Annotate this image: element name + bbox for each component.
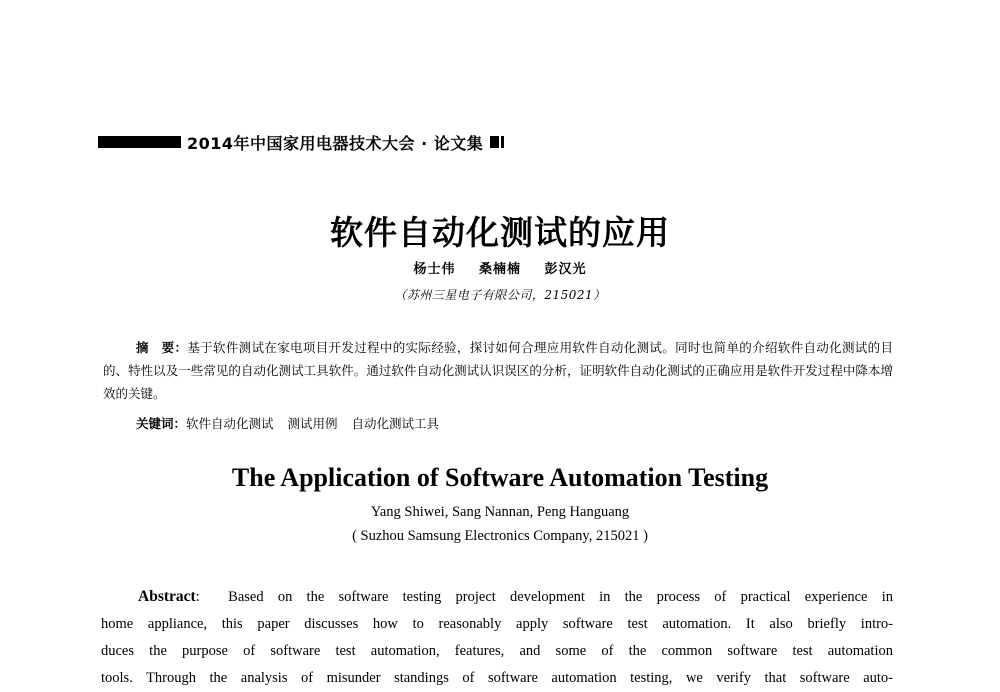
keywords-label: 关键词： xyxy=(136,416,187,431)
proceedings-header xyxy=(98,131,504,153)
abstract-line: duces the purpose of software test automation, features, and some of the common software test automation xyxy=(101,643,893,659)
header-end-block xyxy=(490,136,499,148)
paper-title-chinese: 软件自动化测试的应用 xyxy=(330,213,670,252)
keyword: 测试用例 xyxy=(287,416,338,431)
keyword: 软件自动化测试 xyxy=(186,416,274,431)
header-end-block-thin xyxy=(501,136,504,148)
abstract-text: Based on the software testing project development in the process of practical experience in xyxy=(228,589,893,605)
author-list-english: Yang Shiwei, Sang Nannan, Peng Hanguang xyxy=(370,504,630,520)
keywords-chinese xyxy=(136,414,453,434)
abstract-separator: : xyxy=(195,589,200,605)
abstract-text: 基于软件测试在家电项目开发过程中的实际经验，探讨如何合理应用软件自动化测试。同时也简单的介绍软件自动化测试的目的、特性以及一些常见的自动化测试工具软件。通过软件自动化测试认识误区的分析，证明软件自动化测试的正确应用是软件开发过程中降本增效的关键。 xyxy=(103,340,893,401)
abstract-chinese xyxy=(103,336,893,405)
affiliation-chinese: （苏州三星电子有限公司，215021） xyxy=(394,288,606,302)
abstract-line xyxy=(101,583,893,611)
proceedings-title: 2014年中国家用电器技术大会 · 论文集 xyxy=(187,133,484,153)
author-list-chinese xyxy=(0,258,1000,277)
author-name: 桑楠楠 xyxy=(478,262,521,277)
abstract-english xyxy=(101,583,893,692)
abstract-label: Abstract xyxy=(138,588,196,605)
author-name: 杨士伟 xyxy=(413,262,456,277)
keyword: 自动化测试工具 xyxy=(351,416,440,431)
paper-title-english: The Application of Software Automation Testing xyxy=(231,463,769,492)
affiliation-english: ( Suzhou Samsung Electronics Company, 215021 ) xyxy=(352,528,648,544)
abstract-label: 摘 要： xyxy=(136,340,188,355)
header-black-bar xyxy=(98,136,181,148)
author-name: 彭汉光 xyxy=(544,262,587,277)
abstract-line: tools. Through the analysis of misunder standings of software automation testing, we verify that software auto- xyxy=(101,670,893,686)
abstract-line: home appliance, this paper discusses how to reasonably apply software test automation. It also briefly intro- xyxy=(101,616,893,632)
